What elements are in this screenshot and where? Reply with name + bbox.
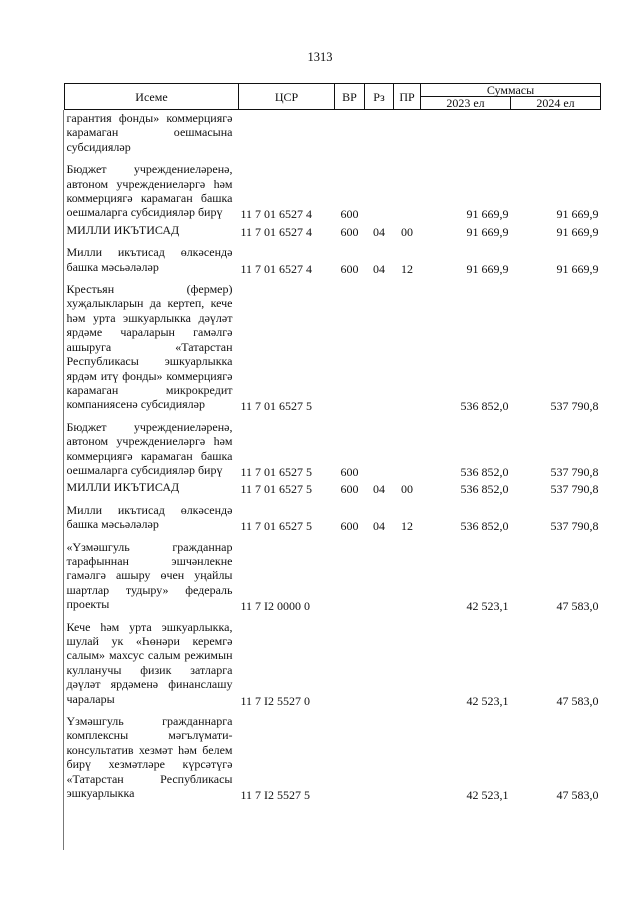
- header-2023: 2023 ел: [421, 97, 511, 110]
- row-2024: 47 583,0: [556, 788, 599, 803]
- row-rz: [365, 156, 394, 222]
- table-row: [65, 414, 601, 480]
- row-rz: [365, 534, 394, 614]
- header-name: Исеме: [65, 84, 239, 110]
- row-name: Бюджет учреждениеләренә, автоном учреждениеләргә һәм коммерциягә карамаган башка оешмаларга субсидияләр бирү: [66, 419, 233, 477]
- row-rz: [365, 614, 394, 708]
- row-rz: 04: [373, 261, 385, 276]
- row-pr: [394, 276, 421, 414]
- table-row: [65, 497, 601, 534]
- table-body: [65, 110, 601, 803]
- row-csr: 11 7 01 6527 4: [240, 224, 313, 239]
- row-2024: 537 790,8: [550, 482, 599, 497]
- row-rz: [365, 708, 394, 802]
- row-csr: 11 7 I2 5527 0: [240, 693, 311, 708]
- row-csr: 11 7 01 6527 5: [240, 482, 313, 497]
- row-2023: [421, 110, 511, 157]
- row-csr: [239, 110, 335, 157]
- row-name: МИЛЛИ ИКЪТИСАД: [66, 480, 180, 495]
- row-2024: 91 669,9: [556, 207, 599, 222]
- table-row: [65, 110, 601, 157]
- page-number: 1313: [307, 50, 333, 64]
- row-vr: [335, 708, 365, 802]
- row-2023: 536 852,0: [460, 399, 509, 414]
- row-name: Бюджет учреждениеләренә, автоном учреждениеләргә һәм коммерциягә карамаган башка оешмаларга субсидияләр бирү: [66, 162, 233, 220]
- row-rz: [365, 110, 394, 157]
- header-rz: Рз: [365, 84, 394, 110]
- row-pr: 12: [401, 519, 413, 534]
- table-row: [65, 708, 601, 802]
- row-name: МИЛЛИ ИКЪТИСАД: [66, 222, 180, 237]
- row-2023: 91 669,9: [466, 261, 509, 276]
- row-pr: 12: [401, 261, 413, 276]
- row-2023: 42 523,1: [466, 599, 509, 614]
- row-name: Милли икътисад өлкәсендә башка мәсьәләләр: [66, 502, 233, 532]
- row-2024: [511, 110, 601, 157]
- row-2024: 537 790,8: [550, 464, 599, 479]
- row-csr: 11 7 I2 0000 0: [240, 599, 311, 614]
- table-row: [65, 239, 601, 276]
- row-name: «Үзмәшгуль гражданнар тарафыннан эшчәнлекне гамәлгә ашыру өчен уңайлы шартлар тудыру» федераль проекты: [66, 539, 233, 612]
- row-csr: 11 7 I2 5527 5: [240, 788, 311, 803]
- table-header: [65, 84, 601, 110]
- row-pr: [394, 534, 421, 614]
- row-2023: 536 852,0: [460, 464, 509, 479]
- row-vr: 600: [340, 464, 359, 479]
- row-vr: 600: [340, 207, 359, 222]
- row-name: Үзмәшгуль гражданнарга комплексны мәгълүмати-консультатив хезмәт һәм белем бирү хезмәтләре күрсәтүгә «Татарстан Республикасы эшкуарлыкка: [66, 714, 233, 801]
- header-csr: ЦСР: [239, 84, 335, 110]
- row-csr: 11 7 01 6527 5: [240, 464, 313, 479]
- row-name: Милли икътисад өлкәсендә башка мәсьәләләр: [66, 245, 233, 274]
- row-name: гарантия фонды» коммерциягә карамаган оешмасына субсидияләр: [66, 111, 233, 154]
- row-2024: 47 583,0: [556, 599, 599, 614]
- table-row: [65, 156, 601, 222]
- row-vr: 600: [340, 482, 359, 497]
- row-vr: 600: [340, 261, 359, 276]
- row-pr: [394, 110, 421, 157]
- row-pr: [394, 414, 421, 480]
- row-rz: 04: [373, 224, 385, 239]
- row-csr: 11 7 01 6527 5: [240, 519, 313, 534]
- row-rz: 04: [373, 519, 385, 534]
- row-vr: [335, 110, 365, 157]
- row-csr: 11 7 01 6527 4: [240, 207, 313, 222]
- table-row: [65, 222, 601, 239]
- header-2024: 2024 ел: [511, 97, 601, 110]
- header-sums: Суммасы: [421, 84, 601, 97]
- table-row: [65, 479, 601, 496]
- row-name: Крестьян (фермер) хуҗалыкларын да кертеп, кече һәм урта эшкуарлыкка дәүләт ярдәме чараларын гамәлгә ашыруга «Татарстан Республикасы эшкуарлыкка ярдәм итү фонды» коммерциягә карамаган микрокредит компаниясенә субсидияләр: [66, 282, 233, 412]
- row-vr: [335, 614, 365, 708]
- row-2023: 91 669,9: [466, 224, 509, 239]
- row-2024: 91 669,9: [556, 224, 599, 239]
- row-pr: 00: [401, 482, 413, 497]
- row-2023: 42 523,1: [466, 788, 509, 803]
- budget-table: [64, 83, 601, 802]
- row-pr: [394, 708, 421, 802]
- row-rz: [365, 414, 394, 480]
- row-2023: 42 523,1: [466, 693, 509, 708]
- row-2024: 537 790,8: [550, 519, 599, 534]
- budget-table-wrapper: [64, 83, 600, 802]
- row-rz: 04: [373, 482, 385, 497]
- row-2024: 47 583,0: [556, 693, 599, 708]
- row-rz: [365, 276, 394, 414]
- row-2023: 536 852,0: [460, 482, 509, 497]
- table-row: [65, 276, 601, 414]
- row-pr: 00: [401, 224, 413, 239]
- header-vr: ВР: [335, 84, 365, 110]
- row-2024: 91 669,9: [556, 261, 599, 276]
- row-pr: [394, 614, 421, 708]
- row-vr: 600: [340, 224, 359, 239]
- row-vr: [335, 534, 365, 614]
- row-csr: 11 7 01 6527 4: [240, 261, 313, 276]
- header-pr: ПР: [394, 84, 421, 110]
- row-pr: [394, 156, 421, 222]
- row-2023: 91 669,9: [466, 207, 509, 222]
- row-vr: 600: [340, 519, 359, 534]
- row-vr: [335, 276, 365, 414]
- row-2024: 537 790,8: [550, 399, 599, 414]
- row-csr: 11 7 01 6527 5: [240, 399, 313, 414]
- row-2023: 536 852,0: [460, 519, 509, 534]
- row-name: Кече һәм урта эшкуарлыкка, шулай ук «Һөнәри керемгә салым» махсус салым режимын кулланучы физик затларга дәүләт ярдәменә финанслашу чаралары: [66, 619, 233, 706]
- table-row: [65, 534, 601, 614]
- table-row: [65, 614, 601, 708]
